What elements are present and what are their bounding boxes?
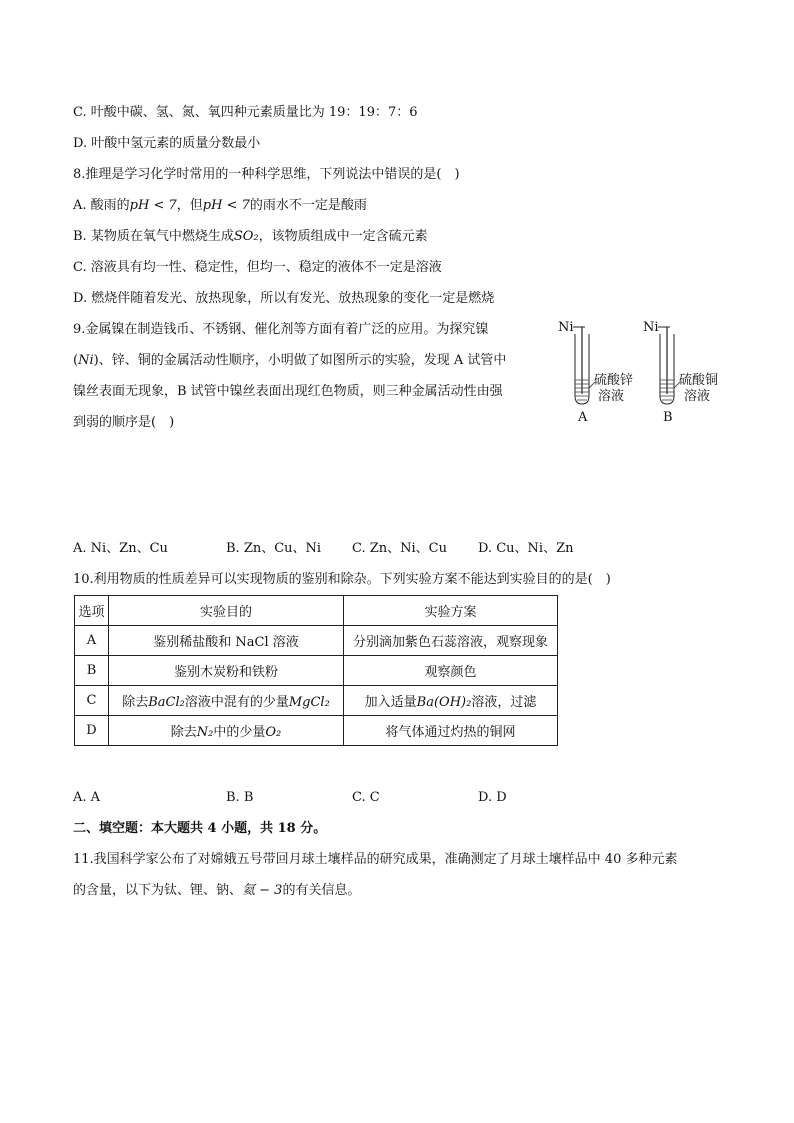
table-header-plan: 实验方案 <box>344 596 558 626</box>
table-cell-option: B <box>75 656 109 686</box>
q9-option-a: A. Ni、Zn、Cu <box>73 541 168 556</box>
goal-math-1: N₂ <box>196 725 214 740</box>
table-cell-plan: 分别滴加紫色石蕊溶液，观察现象 <box>344 626 558 656</box>
plan-post: 溶液，过滤 <box>471 695 537 710</box>
table-cell-plan: 观察颜色 <box>344 656 558 686</box>
q7-option-d: D. 叶酸中氢元素的质量分数最小 <box>73 136 261 151</box>
goal-pre: 除去 <box>122 695 149 710</box>
q8-stem: 8.推理是学习化学时常用的一种科学思维，下列说法中错误的是( ) <box>73 167 460 182</box>
q11-stem-line-1: 11.我国科学家公布了对嫦娥五号带回月球土壤样品的研究成果，准确测定了月球土壤样品中 40 多种元素 <box>73 852 678 867</box>
goal-math-1: BaCl₂ <box>148 695 185 710</box>
tube-a-label: A <box>578 410 588 425</box>
q11-line2-math: 氦 − 3 <box>242 883 283 898</box>
q9-stem-line-2 <box>73 352 506 370</box>
q9-option-d: D. Cu、Ni、Zn <box>478 541 574 556</box>
tube-b <box>658 327 680 404</box>
q9-stem-line-3: 镍丝表面无现象，B 试管中镍丝表面出现红色物质，则三种金属活动性由强 <box>73 384 503 399</box>
q9-stem-line-4: 到弱的顺序是( ) <box>73 415 175 430</box>
q9-line2-math: Ni <box>78 353 94 368</box>
table-header-goal: 实验目的 <box>109 596 344 626</box>
q10-option-b: B. B <box>226 790 254 805</box>
table-cell-goal <box>109 686 344 716</box>
q10-option-d: D. D <box>478 790 507 805</box>
tube-b-label: B <box>663 410 673 425</box>
section-2-title: 二、填空题：本大题共 4 小题，共 18 分。 <box>73 821 327 836</box>
goal-pre: 除去 <box>170 725 197 740</box>
q11-line2-post: 的有关信息。 <box>282 883 361 898</box>
tube-a-metal-label: Ni <box>558 320 574 335</box>
table-cell-option: D <box>75 716 109 746</box>
q9-option-c: C. Zn、Ni、Cu <box>352 541 448 556</box>
q8-option-a-mid: ，但 <box>176 198 203 213</box>
q10-stem: 10.利用物质的性质差异可以实现物质的鉴别和除杂。下列实验方案不能达到实验目的的是( ) <box>73 572 611 587</box>
table-cell-goal: 鉴别木炭粉和铁粉 <box>109 656 344 686</box>
table-cell-plan <box>344 686 558 716</box>
table-row <box>75 656 558 686</box>
q9-line2-post: )、锌、铜的金属活动性顺序，小明做了如图所示的实验，发现 A 试管中 <box>93 353 507 368</box>
table-row <box>75 716 558 746</box>
q9-option-b: B. Zn、Cu、Ni <box>226 541 322 556</box>
q8-option-b-post: ，该物质组成中一定含硫元素 <box>258 229 428 244</box>
table-cell-option: A <box>75 626 109 656</box>
q10-option-c: C. C <box>352 790 380 805</box>
q10-option-a: A. A <box>73 790 101 805</box>
table-header-option: 选项 <box>75 596 109 626</box>
q9-test-tube-figure <box>555 318 735 428</box>
tube-b-solution-label-1: 硫酸铜 <box>679 373 719 388</box>
goal-mid: 溶液中混有的少量 <box>184 695 289 710</box>
tube-a-solution-label-2: 溶液 <box>598 389 625 404</box>
table-cell-plan: 将气体通过灼热的铜网 <box>344 716 558 746</box>
q8-option-b-pre: B. 某物质在氧气中燃烧生成 <box>73 229 234 244</box>
q8-option-b-math: SO₂ <box>233 229 259 244</box>
q8-option-a-post: 的雨水不一定是酸雨 <box>249 198 367 213</box>
q7-option-c: C. 叶酸中碳、氢、氮、氧四种元素质量比为 19：19：7：6 <box>73 105 418 120</box>
q8-option-a-math-1: pH < 7 <box>129 198 177 213</box>
q8-option-d: D. 燃烧伴随着发光、放热现象，所以有发光、放热现象的变化一定是燃烧 <box>73 291 495 306</box>
table-header-row <box>75 596 558 626</box>
tube-b-metal-label: Ni <box>643 320 659 335</box>
table-cell-goal <box>109 716 344 746</box>
q8-option-a-pre: A. 酸雨的 <box>73 198 130 213</box>
q11-stem-line-2 <box>73 882 360 900</box>
q10-table <box>74 595 558 746</box>
goal-math-2: MgCl₂ <box>288 695 330 710</box>
tube-b-solution-label-2: 溶液 <box>684 389 711 404</box>
plan-math: Ba(OH)₂ <box>416 695 472 710</box>
tube-a-solution-label-1: 硫酸锌 <box>594 373 634 388</box>
q9-stem-line-1: 9.金属镍在制造钱币、不锈钢、催化剂等方面有着广泛的应用。为探究镍 <box>73 322 489 337</box>
tube-a <box>573 327 595 404</box>
table-cell-option: C <box>75 686 109 716</box>
table-cell-goal: 鉴别稀盐酸和 NaCl 溶液 <box>109 626 344 656</box>
table-row <box>75 626 558 656</box>
plan-pre: 加入适量 <box>364 695 417 710</box>
goal-mid: 中的少量 <box>213 725 266 740</box>
table-row <box>75 686 558 716</box>
q9-line2-pre: ( <box>73 353 79 368</box>
q11-line2-pre: 的含量，以下为钛、锂、钠、 <box>73 883 243 898</box>
q8-option-b <box>73 228 428 246</box>
q8-option-a <box>73 197 367 215</box>
q8-option-c: C. 溶液具有均一性、稳定性，但均一、稳定的液体不一定是溶液 <box>73 260 442 275</box>
goal-math-2: O₂ <box>265 725 282 740</box>
q8-option-a-math-2: pH < 7 <box>202 198 250 213</box>
